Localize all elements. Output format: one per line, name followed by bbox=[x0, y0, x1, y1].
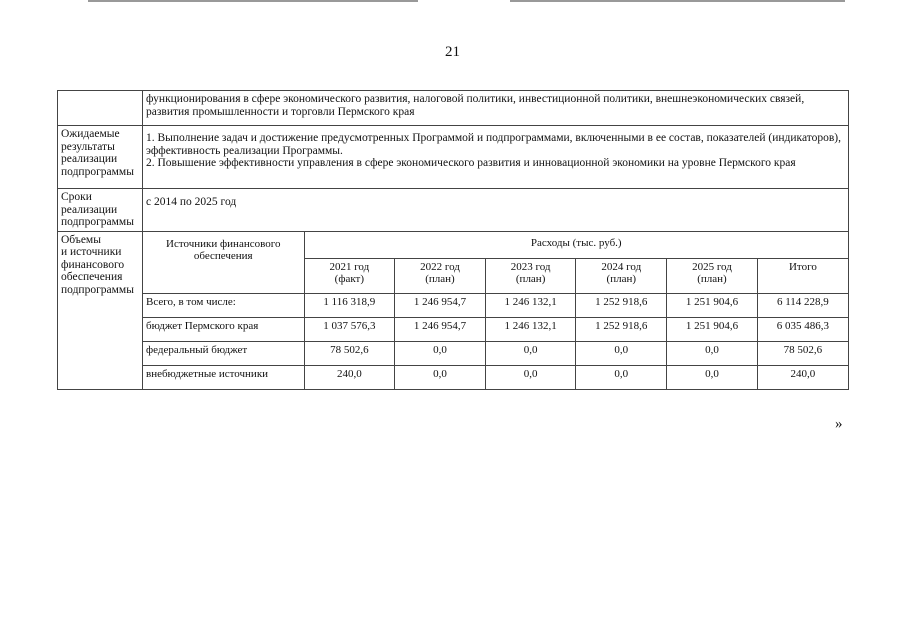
financing-table bbox=[143, 232, 848, 389]
source-cell: внебюджетные источники bbox=[143, 365, 304, 389]
value-cell: 6 114 228,9 bbox=[757, 293, 848, 317]
value-cell: 0,0 bbox=[485, 341, 576, 365]
value-cell: 1 246 132,1 bbox=[485, 317, 576, 341]
source-cell: бюджет Пермского края bbox=[143, 317, 304, 341]
value-cell: 1 251 904,6 bbox=[667, 317, 758, 341]
value-cell: 0,0 bbox=[576, 341, 667, 365]
value-cell: 0,0 bbox=[485, 365, 576, 389]
row-label: Объемы и источники финансового обеспечения подпрограммы bbox=[58, 231, 143, 389]
table-row bbox=[143, 365, 848, 389]
column-header: 2025 год (план) bbox=[667, 258, 758, 293]
page-number: 21 bbox=[445, 44, 460, 60]
value-cell: 0,0 bbox=[395, 365, 486, 389]
value-cell: 1 252 918,6 bbox=[576, 317, 667, 341]
value-cell: 1 252 918,6 bbox=[576, 293, 667, 317]
financing-cell bbox=[143, 231, 849, 389]
value-cell: 1 251 904,6 bbox=[667, 293, 758, 317]
value-cell: 0,0 bbox=[667, 365, 758, 389]
terms-row bbox=[58, 189, 849, 232]
value-cell: 240,0 bbox=[304, 365, 395, 389]
value-cell: 0,0 bbox=[576, 365, 667, 389]
row-label: Сроки реализации подпрограммы bbox=[58, 189, 143, 232]
value-cell: 1 116 318,9 bbox=[304, 293, 395, 317]
expected-results-row bbox=[58, 126, 849, 189]
source-header: Источники финансового обеспечения bbox=[143, 232, 304, 294]
table-row bbox=[143, 293, 848, 317]
financing-row bbox=[58, 231, 849, 389]
value-cell: 78 502,6 bbox=[304, 341, 395, 365]
value-cell: 1 246 132,1 bbox=[485, 293, 576, 317]
expenses-header: Расходы (тыс. руб.) bbox=[304, 232, 848, 259]
value-cell: 1 246 954,7 bbox=[395, 317, 486, 341]
top-edge-line bbox=[510, 0, 845, 2]
continuation-row bbox=[58, 91, 849, 126]
row-label bbox=[58, 91, 143, 126]
value-cell: 240,0 bbox=[757, 365, 848, 389]
top-edge-line bbox=[88, 0, 418, 2]
source-cell: федеральный бюджет bbox=[143, 341, 304, 365]
column-header: Итого bbox=[757, 258, 848, 293]
column-header: 2023 год (план) bbox=[485, 258, 576, 293]
value-cell: 78 502,6 bbox=[757, 341, 848, 365]
value-cell: 1 037 576,3 bbox=[304, 317, 395, 341]
column-header: 2024 год (план) bbox=[576, 258, 667, 293]
table-row bbox=[143, 317, 848, 341]
row-text: с 2014 по 2025 год bbox=[143, 189, 849, 232]
value-cell: 6 035 486,3 bbox=[757, 317, 848, 341]
column-header: 2021 год (факт) bbox=[304, 258, 395, 293]
financing-header-row bbox=[143, 232, 848, 259]
value-cell: 1 246 954,7 bbox=[395, 293, 486, 317]
row-label: Ожидаемые результаты реализации подпрограммы bbox=[58, 126, 143, 189]
column-header: 2022 год (план) bbox=[395, 258, 486, 293]
passport-table bbox=[57, 90, 849, 390]
value-cell: 0,0 bbox=[667, 341, 758, 365]
row-text: 1. Выполнение задач и достижение предусмотренных Программой и подпрограммами, включенными в ее состав, показателей (индикаторов), эффективность реализации Программы. 2. Повышение эффективности управления в сфере экономического развития и инновационной экономики на уровне Пермского края bbox=[143, 126, 849, 189]
closing-quote-mark: » bbox=[835, 416, 843, 432]
table-row bbox=[143, 341, 848, 365]
source-cell: Всего, в том числе: bbox=[143, 293, 304, 317]
value-cell: 0,0 bbox=[395, 341, 486, 365]
row-text: функционирования в сфере экономического развития, налоговой политики, инвестиционной политики, внешнеэкономических связей, развития промышленности и торговли Пермского края bbox=[143, 91, 849, 126]
